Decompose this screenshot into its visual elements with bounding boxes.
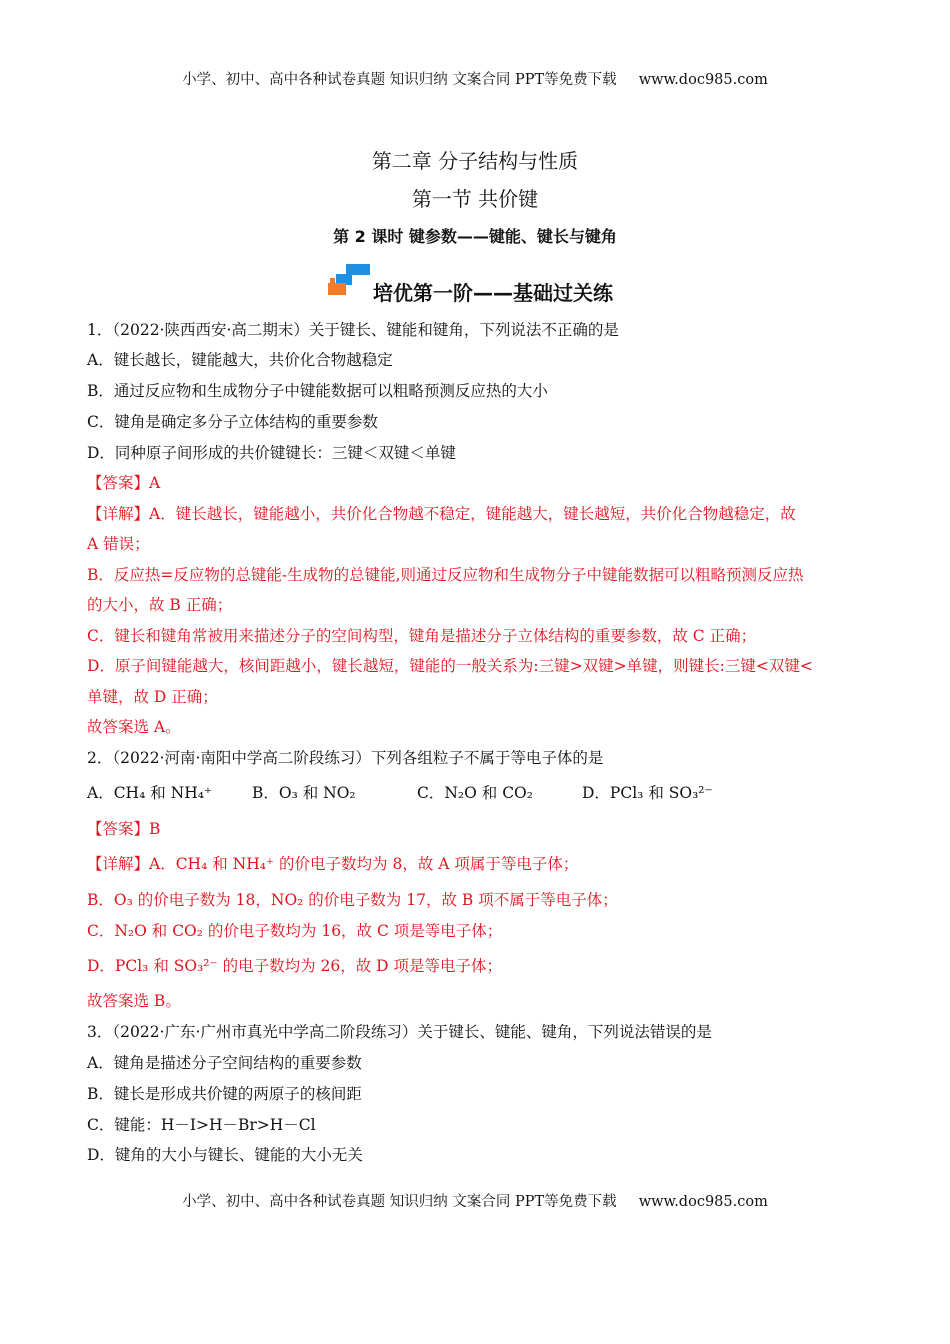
q1-detail-line: 的大小，故 B 正确； [87, 596, 233, 614]
q1-detail-line: A 错误； [87, 535, 150, 553]
q1-option-d: D．同种原子间形成的共价键键长：三键＜双键＜单键 [87, 444, 456, 462]
lesson-title: 第 2 课时 键参数——键能、键长与键角 [333, 227, 617, 246]
q1-option-c: C．键角是确定多分子立体结构的重要参数 [87, 413, 378, 431]
q1-detail-line: C．键长和键角常被用来描述分子的空间构型，键角是描述分子立体结构的重要参数，故 C 正确； [87, 627, 757, 645]
q2-option-d: D．PCl₃ 和 SO₃²⁻ [582, 784, 713, 802]
header-site: www.doc985.com [638, 72, 768, 88]
q1-detail-line: 单键，故 D 正确； [87, 688, 218, 706]
page-header [0, 68, 950, 89]
q1-stem: 1．（2022·陕西西安·高二期末）关于键长、键能和键角，下列说法不正确的是 [87, 321, 619, 339]
q2-detail-line: B．O₃ 的价电子数为 18，NO₂ 的价电子数为 17，故 B 项不属于等电子体； [87, 891, 618, 909]
q3-option-d: D．键角的大小与键长、键能的大小无关 [87, 1146, 363, 1164]
q1-option-a: A．键长越长，键能越大，共价化合物越稳定 [87, 351, 393, 369]
footer-site: www.doc985.com [638, 1194, 768, 1210]
header-text: 小学、初中、高中各种试卷真题 知识归纳 文案合同 PPT等免费下载 [182, 72, 617, 88]
q2-option-a: A．CH₄ 和 NH₄⁺ [87, 784, 213, 802]
q2-detail-line: 【详解】A．CH₄ 和 NH₄⁺ 的价电子数均为 8，故 A 项属于等电子体； [87, 855, 579, 873]
q3-option-a: A．键角是描述分子空间结构的重要参数 [87, 1054, 362, 1072]
q2-conclusion: 故答案选 B。 [87, 992, 181, 1010]
q2-options [87, 783, 747, 803]
q3-option-c: C．键能：H－I>H－Br>H－Cl [87, 1116, 316, 1134]
level-heading: 培优第一阶——基础过关练 [373, 281, 613, 305]
q2-answer: 【答案】B [87, 820, 161, 838]
q3-option-b: B．键长是形成共价键的两原子的核间距 [87, 1085, 362, 1103]
footer-text: 小学、初中、高中各种试卷真题 知识归纳 文案合同 PPT等免费下载 [182, 1194, 617, 1210]
q2-option-b: B．O₃ 和 NO₂ [252, 784, 356, 802]
q2-detail-line: C．N₂O 和 CO₂ 的价电子数均为 16，故 C 项是等电子体； [87, 922, 503, 940]
section-title: 第一节 共价键 [411, 187, 539, 211]
q1-detail-line: 【详解】A．键长越长，键能越小，共价化合物越不稳定，键能越大，键长越短，共价化合物越稳定，故 [87, 505, 796, 523]
q1-detail-line: D．原子间键能越大，核间距越小，键长越短，键能的一般关系为:三键>双键>单键，则键长:三键<双键< [87, 657, 813, 675]
q1-answer: 【答案】A [87, 474, 161, 492]
q3-stem: 3．（2022·广东·广州市真光中学高二阶段练习）关于键长、键能、键角，下列说法错误的是 [87, 1023, 712, 1041]
q2-detail-line: D．PCl₃ 和 SO₃²⁻ 的电子数均为 26，故 D 项是等电子体； [87, 957, 503, 975]
q1-conclusion: 故答案选 A。 [87, 718, 181, 736]
level-icon [328, 264, 370, 296]
page-footer [0, 1190, 950, 1211]
q1-detail-line: B．反应热=反应物的总键能-生成物的总键能,则通过反应物和生成物分子中键能数据可以粗略预测反应热 [87, 566, 804, 584]
q2-stem: 2．（2022·河南·南阳中学高二阶段练习）下列各组粒子不属于等电子体的是 [87, 749, 604, 767]
q2-option-c: C．N₂O 和 CO₂ [417, 784, 533, 802]
q1-option-b: B．通过反应物和生成物分子中键能数据可以粗略预测反应热的大小 [87, 382, 548, 400]
chapter-title: 第二章 分子结构与性质 [371, 149, 579, 173]
